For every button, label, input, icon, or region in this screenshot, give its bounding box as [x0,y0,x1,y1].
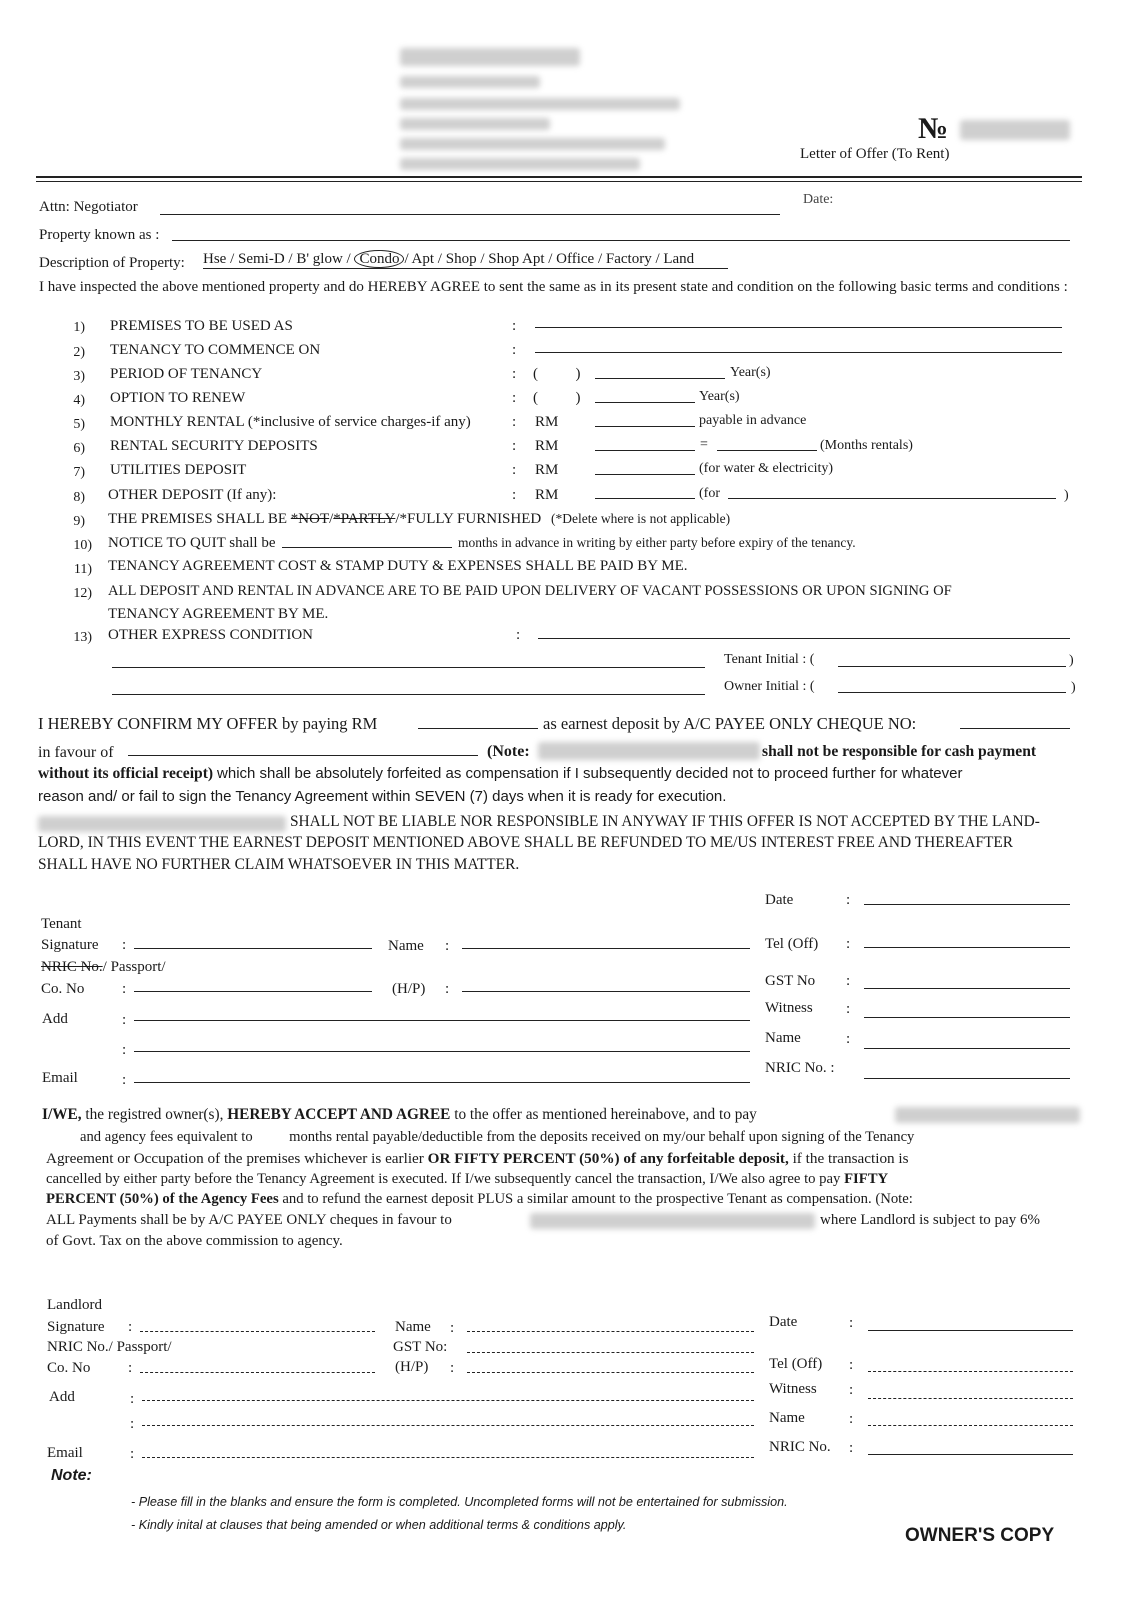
tenant-gst-label: GST No [765,973,816,989]
acceptance-l5rest: and to refund the earnest deposit PLUS a similar amount to the prospective Tenant as compensation. (Note: [278,1191,913,1207]
liability-line2: LORD, IN THIS EVENT THE EARNEST DEPOSIT MENTIONED ABOVE SHALL BE REFUNDED TO ME/US INTEREST FREE AND THEREAFTER [38,834,1014,851]
term-field[interactable] [595,378,725,379]
term9-post: /*FULLY FURNISHED [395,511,542,527]
term-number: 5) [73,417,85,432]
tenant-date-field[interactable] [864,904,1070,905]
colon: : [128,1319,133,1335]
description-post: / Apt / Shop / Shop Apt / Office / Factory / Land [404,251,695,267]
term-number: 8) [73,490,85,505]
landlord-witness-nric-field[interactable] [868,1454,1073,1455]
landlord-email-label: Email [47,1445,83,1461]
condition-line[interactable] [112,667,705,668]
acceptance-l4bold: FIFTY [844,1171,889,1187]
tenant-address-field-2[interactable] [134,1051,750,1052]
colon: : [122,1012,127,1028]
term9-text [108,511,730,528]
offer-line2-a: in favour of [38,744,114,761]
cheque-no-field[interactable] [960,728,1070,729]
landlord-witness-name-label: Name [769,1410,805,1426]
description-circled-condo[interactable]: Condo [354,250,404,268]
landlord-witness-label: Witness [769,1381,817,1397]
note-line2: - Kindly inital at clauses that being amended or when additional terms & conditions apply. [131,1518,627,1532]
term-value: RM [535,487,559,503]
colon: : [122,937,127,953]
tenant-label: Tenant [41,916,82,932]
tenant-signature-field[interactable] [134,948,372,949]
tenant-add-label: Add [42,1011,68,1027]
tenant-initial-label: Tenant Initial : ( [724,652,815,667]
term-label: MONTHLY RENTAL (*inclusive of service charges-if any) [110,414,471,430]
landlord-address-field-2[interactable] [142,1425,754,1426]
term-field[interactable] [595,450,695,451]
term-field[interactable] [595,498,695,499]
acceptance-rest: to the offer as mentioned hereinabove, and to pay [450,1106,757,1123]
term-suffix: = [700,437,708,452]
term-suffix: (Months rentals) [820,438,913,453]
landlord-tel-label: Tel (Off) [769,1356,823,1372]
term-colon: : [516,627,521,643]
landlord-name-field[interactable] [467,1331,754,1332]
landlord-witness-nric-label: NRIC No. [769,1439,831,1455]
acceptance-line5 [46,1191,913,1208]
term-number: 7) [73,465,85,480]
term-label: PREMISES TO BE USED AS [110,318,293,334]
tenant-initial-close: ) [1069,653,1074,668]
landlord-date-field[interactable] [868,1330,1073,1331]
term-label: OTHER DEPOSIT (If any): [108,487,277,503]
tenant-email-label: Email [42,1070,78,1086]
term-suffix: Year(s) [699,389,740,404]
owner-initial-label: Owner Initial : ( [724,679,815,694]
landlord-witness-name-field[interactable] [868,1425,1073,1426]
tenant-witness-name-field[interactable] [864,1048,1070,1049]
tenant-name-label: Name [388,938,424,954]
colon: : [445,938,450,954]
colon: : [130,1446,135,1462]
colon: : [445,981,450,997]
term12-line2: TENANCY AGREEMENT BY ME. [108,606,329,622]
offer-line3-rest: which shall be absolutely forfeited as compensation if I subsequently decided not to proceed further for whatever [217,765,963,782]
term-colon: : [512,438,517,454]
landlord-co-no-label: Co. No [47,1360,91,1376]
company-address-redacted [400,118,550,130]
landlord-hp-field[interactable] [467,1372,754,1373]
term-colon: : [512,414,517,430]
company-name-redacted [538,742,760,760]
tenant-address-field[interactable] [134,1020,750,1021]
offer-amount-field[interactable] [418,728,538,729]
term10-field[interactable] [282,547,452,548]
term12-line1: ALL DEPOSIT AND RENTAL IN ADVANCE ARE TO BE PAID UPON DELIVERY OF VACANT POSSESSIONS OR UPON SIGNING OF [108,583,952,599]
colon: : [849,1411,854,1427]
colon: : [846,973,851,989]
date-label: Date: [803,192,834,207]
acceptance-l4a: cancelled by either party before the Tenancy Agreement is executed. If I/we subsequently cancel the transaction, I/We also agree to pay [46,1171,845,1187]
description-pre: Hse / Semi-D / B' glow / [203,251,351,267]
term-number: 12) [73,586,92,601]
acceptance-line2: and agency fees equivalent to months rental payable/deductible from the deposits received on my/our behalf upon signing of the Tenancy [80,1129,915,1145]
term-label: RENTAL SECURITY DEPOSITS [110,438,318,454]
term-value: RM [535,462,559,478]
tenant-hp-label: (H/P) [392,981,426,997]
intro-paragraph: I have inspected the above mentioned property and do HEREBY AGREE to sent the same as in its present state and condition on the following basic terms and conditions : [39,279,1068,295]
header-divider [36,176,1082,178]
colon: : [846,1031,851,1047]
company-phone-redacted [400,138,665,150]
term-label: OPTION TO RENEW [110,390,246,406]
in-favour-field[interactable] [128,755,478,756]
term-field[interactable] [717,450,817,451]
tenant-witness-name-label: Name [765,1030,801,1046]
landlord-gst-field[interactable] [467,1352,754,1353]
company-name-redacted [530,1213,815,1229]
colon: : [849,1357,854,1373]
tenant-initial-field[interactable] [838,666,1066,667]
acceptance-line4 [46,1171,888,1188]
term13-text: OTHER EXPRESS CONDITION [108,627,314,643]
term-field[interactable] [595,474,695,475]
form-number-label: № [918,112,949,145]
term9-note: (*Delete where is not applicable) [550,511,731,526]
colon: : [450,1360,455,1376]
offer-line4: reason and/ or fail to sign the Tenancy Agreement within SEVEN (7) days when it is ready for execution. [38,788,727,805]
term-number: 1) [73,320,85,335]
acceptance-mid: the registred owner(s), [81,1106,228,1123]
term-field[interactable] [535,327,1062,328]
attn-label: Attn: Negotiator [39,199,138,215]
term-label: PERIOD OF TENANCY [110,366,263,382]
term-label: TENANCY TO COMMENCE ON [110,342,321,358]
term-number: 9) [73,514,85,529]
condition-line[interactable] [112,694,705,695]
owners-copy-label: OWNER'S COPY [905,1525,1055,1546]
landlord-date-label: Date [769,1314,798,1330]
tenant-id-field[interactable] [134,991,372,992]
landlord-signature-field[interactable] [140,1331,375,1332]
term-number: 3) [73,369,85,384]
term10-post: months in advance in writing by either party before expiry of the tenancy. [458,535,856,550]
description-underline [203,268,728,269]
colon: : [128,1360,133,1376]
term-suffix: (for [699,486,720,501]
landlord-address-field[interactable] [142,1400,754,1401]
tenant-witness-field[interactable] [864,1017,1070,1018]
acceptance-line3 [46,1150,909,1168]
owner-initial-close: ) [1071,680,1076,695]
colon: : [849,1440,854,1456]
landlord-name-label: Name [395,1319,431,1335]
tenant-name-field[interactable] [462,948,750,949]
description-label: Description of Property: [39,255,185,271]
acceptance-line6a: ALL Payments shall be by A/C PAYEE ONLY cheques in favour to [46,1212,452,1228]
tenant-tel-label: Tel (Off) [765,936,819,952]
tenant-email-field[interactable] [134,1082,750,1083]
landlord-email-field[interactable] [142,1457,754,1458]
tenant-hp-field[interactable] [462,991,750,992]
property-known-field[interactable] [172,240,1070,241]
tenant-witness-nric-field[interactable] [864,1078,1070,1079]
term-colon: : [512,318,517,334]
landlord-label: Landlord [47,1297,102,1313]
term-field[interactable] [535,352,1062,353]
offer-note-label: (Note: [487,743,530,760]
colon: : [130,1391,135,1407]
term-field[interactable] [595,402,695,403]
tenant-signature-label: Signature [41,937,99,953]
term-suffix: (for water & electricity) [699,461,834,476]
colon: : [849,1315,854,1331]
property-known-label: Property known as : [39,227,160,243]
offer-line3 [38,765,962,783]
description-options [203,251,694,268]
term-number: 4) [73,393,85,408]
tenant-gst-field[interactable] [864,988,1070,989]
tenant-witness-nric-label: NRIC No. : [765,1060,835,1076]
term-number: 10) [73,538,92,553]
acceptance-agree: HEREBY ACCEPT AND AGREE [227,1106,451,1123]
landlord-signature-label: Signature [47,1319,105,1335]
term-value[interactable]: ( ) [533,366,581,382]
acceptance-iwe: I/WE, [42,1106,82,1123]
liability-line1: SHALL NOT BE LIABLE NOR RESPONSIBLE IN ANYWAY IF THIS OFFER IS NOT ACCEPTED BY THE LAND- [290,813,1040,830]
landlord-gst-label: GST No: [393,1339,448,1355]
tenant-date-label: Date [765,892,794,908]
tenant-witness-label: Witness [765,1000,813,1016]
term9-strike-partly: *PARTLY [333,511,396,527]
term-colon: : [512,342,517,358]
term13-field[interactable] [538,638,1070,639]
company-name-redacted [400,48,580,66]
offer-line2-c: shall not be responsible for cash payment [762,743,1037,760]
acceptance-line1 [42,1106,757,1124]
term-value: RM [535,414,559,430]
colon: : [849,1382,854,1398]
colon: : [450,1320,455,1336]
colon: : [846,1001,851,1017]
term-suffix: payable in advance [699,413,807,428]
term-close: ) [1064,488,1069,503]
landlord-id-field[interactable] [140,1372,375,1373]
attn-field[interactable] [160,214,780,215]
term-value: RM [535,438,559,454]
nric-struck: NRIC No. [41,959,103,975]
acceptance-l3a: Agreement or Occupation of the premises whichever is earlier [46,1150,428,1167]
colon: : [130,1416,135,1432]
term9-strike-not: *NOT [290,511,330,527]
term-label: UTILITIES DEPOSIT [110,462,247,478]
term-number: 11) [73,562,92,577]
acceptance-l3b: if the transaction is [788,1150,909,1167]
term-field[interactable] [728,498,1056,499]
term-colon: : [512,462,517,478]
colon: : [122,1072,127,1088]
company-name-redacted [38,816,286,832]
acceptance-line7: of Govt. Tax on the above commission to agency. [46,1233,343,1249]
term-field[interactable] [595,426,695,427]
term-number: 2) [73,345,85,360]
company-address-redacted [400,98,680,110]
landlord-tel-field[interactable] [868,1371,1073,1372]
passport-label: / Passport/ [102,959,166,975]
colon: : [846,892,851,908]
colon: : [846,936,851,952]
offer-line1-a: I HEREBY CONFIRM MY OFFER by paying RM [38,714,378,733]
company-name-redacted [895,1107,1080,1123]
term-value[interactable]: ( ) [533,390,581,406]
landlord-hp-label: (H/P) [395,1359,429,1375]
acceptance-l3bold: OR FIFTY PERCENT (50%) of any forfeitable deposit, [427,1150,789,1167]
company-address-redacted [400,76,540,88]
form-title: Letter of Offer (To Rent) [800,146,950,162]
colon: : [122,1042,127,1058]
term-suffix: Year(s) [730,365,771,380]
owner-initial-field[interactable] [838,692,1066,693]
term9-pre: THE PREMISES SHALL BE [108,511,291,527]
colon: : [122,981,127,997]
term10-pre: NOTICE TO QUIT shall be [108,535,276,551]
note-line1: - Please fill in the blanks and ensure the form is completed. Uncompleted forms will not be entertained for submission. [131,1495,788,1509]
form-number-redacted [960,120,1070,140]
tenant-co-no-label: Co. No [41,981,85,997]
liability-line3: SHALL HAVE NO FURTHER CLAIM WHATSOEVER IN THIS MATTER. [38,856,520,873]
tenant-id-label [41,959,166,976]
company-email-redacted [400,158,640,170]
acceptance-l5bold: PERCENT (50%) of the Agency Fees [46,1191,279,1207]
acceptance-line6b: where Landlord is subject to pay 6% [820,1212,1040,1228]
offer-line1-b: as earnest deposit by A/C PAYEE ONLY CHEQUE NO: [543,714,917,733]
landlord-add-label: Add [49,1389,75,1405]
landlord-nric-label: NRIC No./ Passport/ [47,1339,172,1355]
term-colon: : [512,390,517,406]
term-colon: : [512,487,517,503]
tenant-tel-field[interactable] [864,947,1070,948]
term-number: 13) [73,630,92,645]
term11-text: TENANCY AGREEMENT COST & STAMP DUTY & EXPENSES SHALL BE PAID BY ME. [108,558,688,574]
header-divider [36,181,1082,182]
note-title: Note: [51,1467,92,1484]
term-colon: : [512,366,517,382]
landlord-witness-field[interactable] [868,1398,1073,1399]
offer-line3-bold: without its official receipt) [38,765,214,782]
term9-sep: / [329,511,334,527]
term-number: 6) [73,441,85,456]
